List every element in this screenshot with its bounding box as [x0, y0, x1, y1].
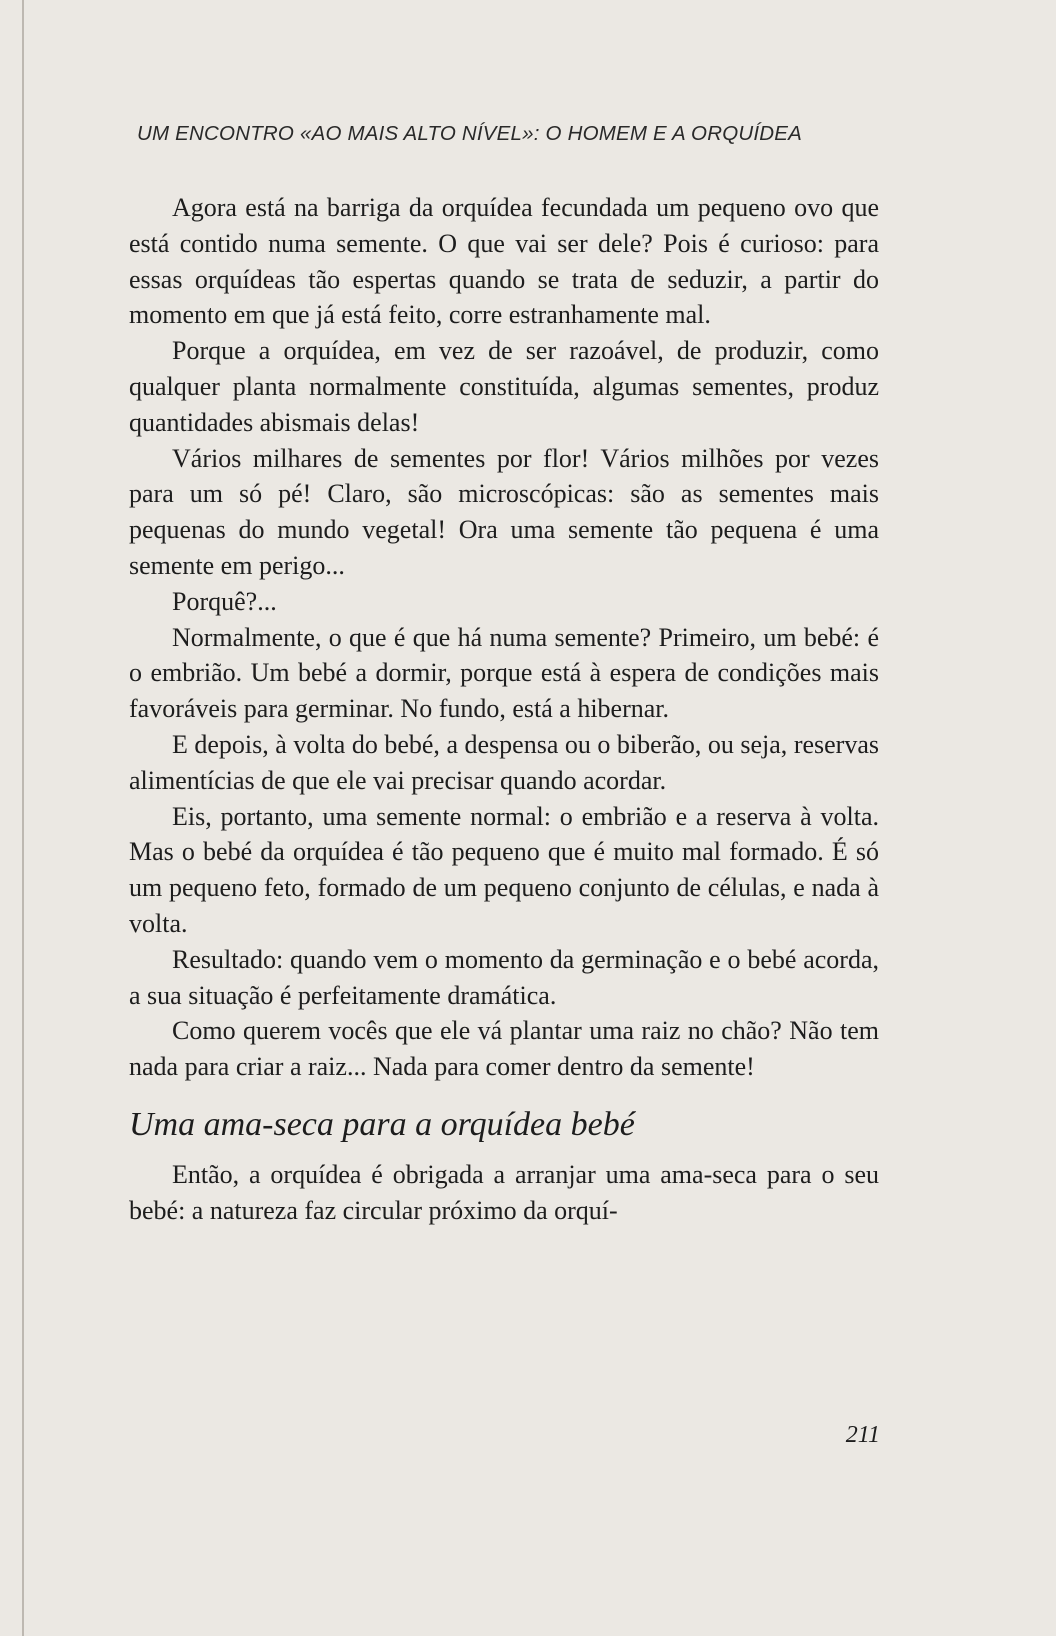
running-head: UM ENCONTRO «AO MAIS ALTO NÍVEL»: O HOMEM E A ORQUÍDEA [137, 122, 803, 145]
page-number: 211 [845, 1422, 880, 1448]
paragraph: Como querem vocês que ele vá plantar uma raiz no chão? Não tem nada para criar a raiz... Nada para comer dentro da semente! [129, 1016, 879, 1082]
paragraph: Então, a orquídea é obrigada a arranjar uma ama-seca para o seu bebé: a natureza faz circular próximo da orquí- [129, 1159, 879, 1225]
paragraph: Vários milhares de sementes por flor! Vários milhões por vezes para um só pé! Claro, são microscópicas: são as sementes mais pequenas do mundo vegetal! Ora uma semente tão pequena é uma semente em perigo... [129, 443, 879, 580]
section-heading: Uma ama-seca para a orquídea bebé [129, 1105, 635, 1143]
paragraph: Eis, portanto, uma semente normal: o embrião e a reserva à volta. Mas o bebé da orquídea é tão pequeno que é muito mal formado. É só um pequeno feto, formado de um pequeno conjunto de células, e nada à volta. [129, 801, 879, 938]
body-text [129, 190, 879, 1229]
paragraph: Porque a orquídea, em vez de ser razoável, de produzir, como qualquer planta normalmente constituída, algumas sementes, produz quantidades abismais delas! [129, 336, 879, 437]
paragraph: Normalmente, o que é que há numa semente? Primeiro, um bebé: é o embrião. Um bebé a dormir, porque está à espera de condições mais favoráveis para germinar. No fundo, está a hibernar. [129, 622, 879, 724]
paragraph: Resultado: quando vem o momento da germinação e o bebé acorda, a sua situação é perfeitamente dramática. [129, 944, 879, 1010]
paragraph: E depois, à volta do bebé, a despensa ou o biberão, ou seja, reservas alimentícias de que ele vai precisar quando acordar. [129, 729, 879, 795]
binding-edge-line [22, 0, 24, 1636]
paragraph: Agora está na barriga da orquídea fecundada um pequeno ovo que está contido numa semente. O que vai ser dele? Pois é curioso: para essas orquídeas tão espertas quando se trata de seduzir, a partir do momento em que já está feito, corre estranhamente mal. [129, 193, 879, 330]
paragraph: Porquê?... [172, 586, 277, 616]
